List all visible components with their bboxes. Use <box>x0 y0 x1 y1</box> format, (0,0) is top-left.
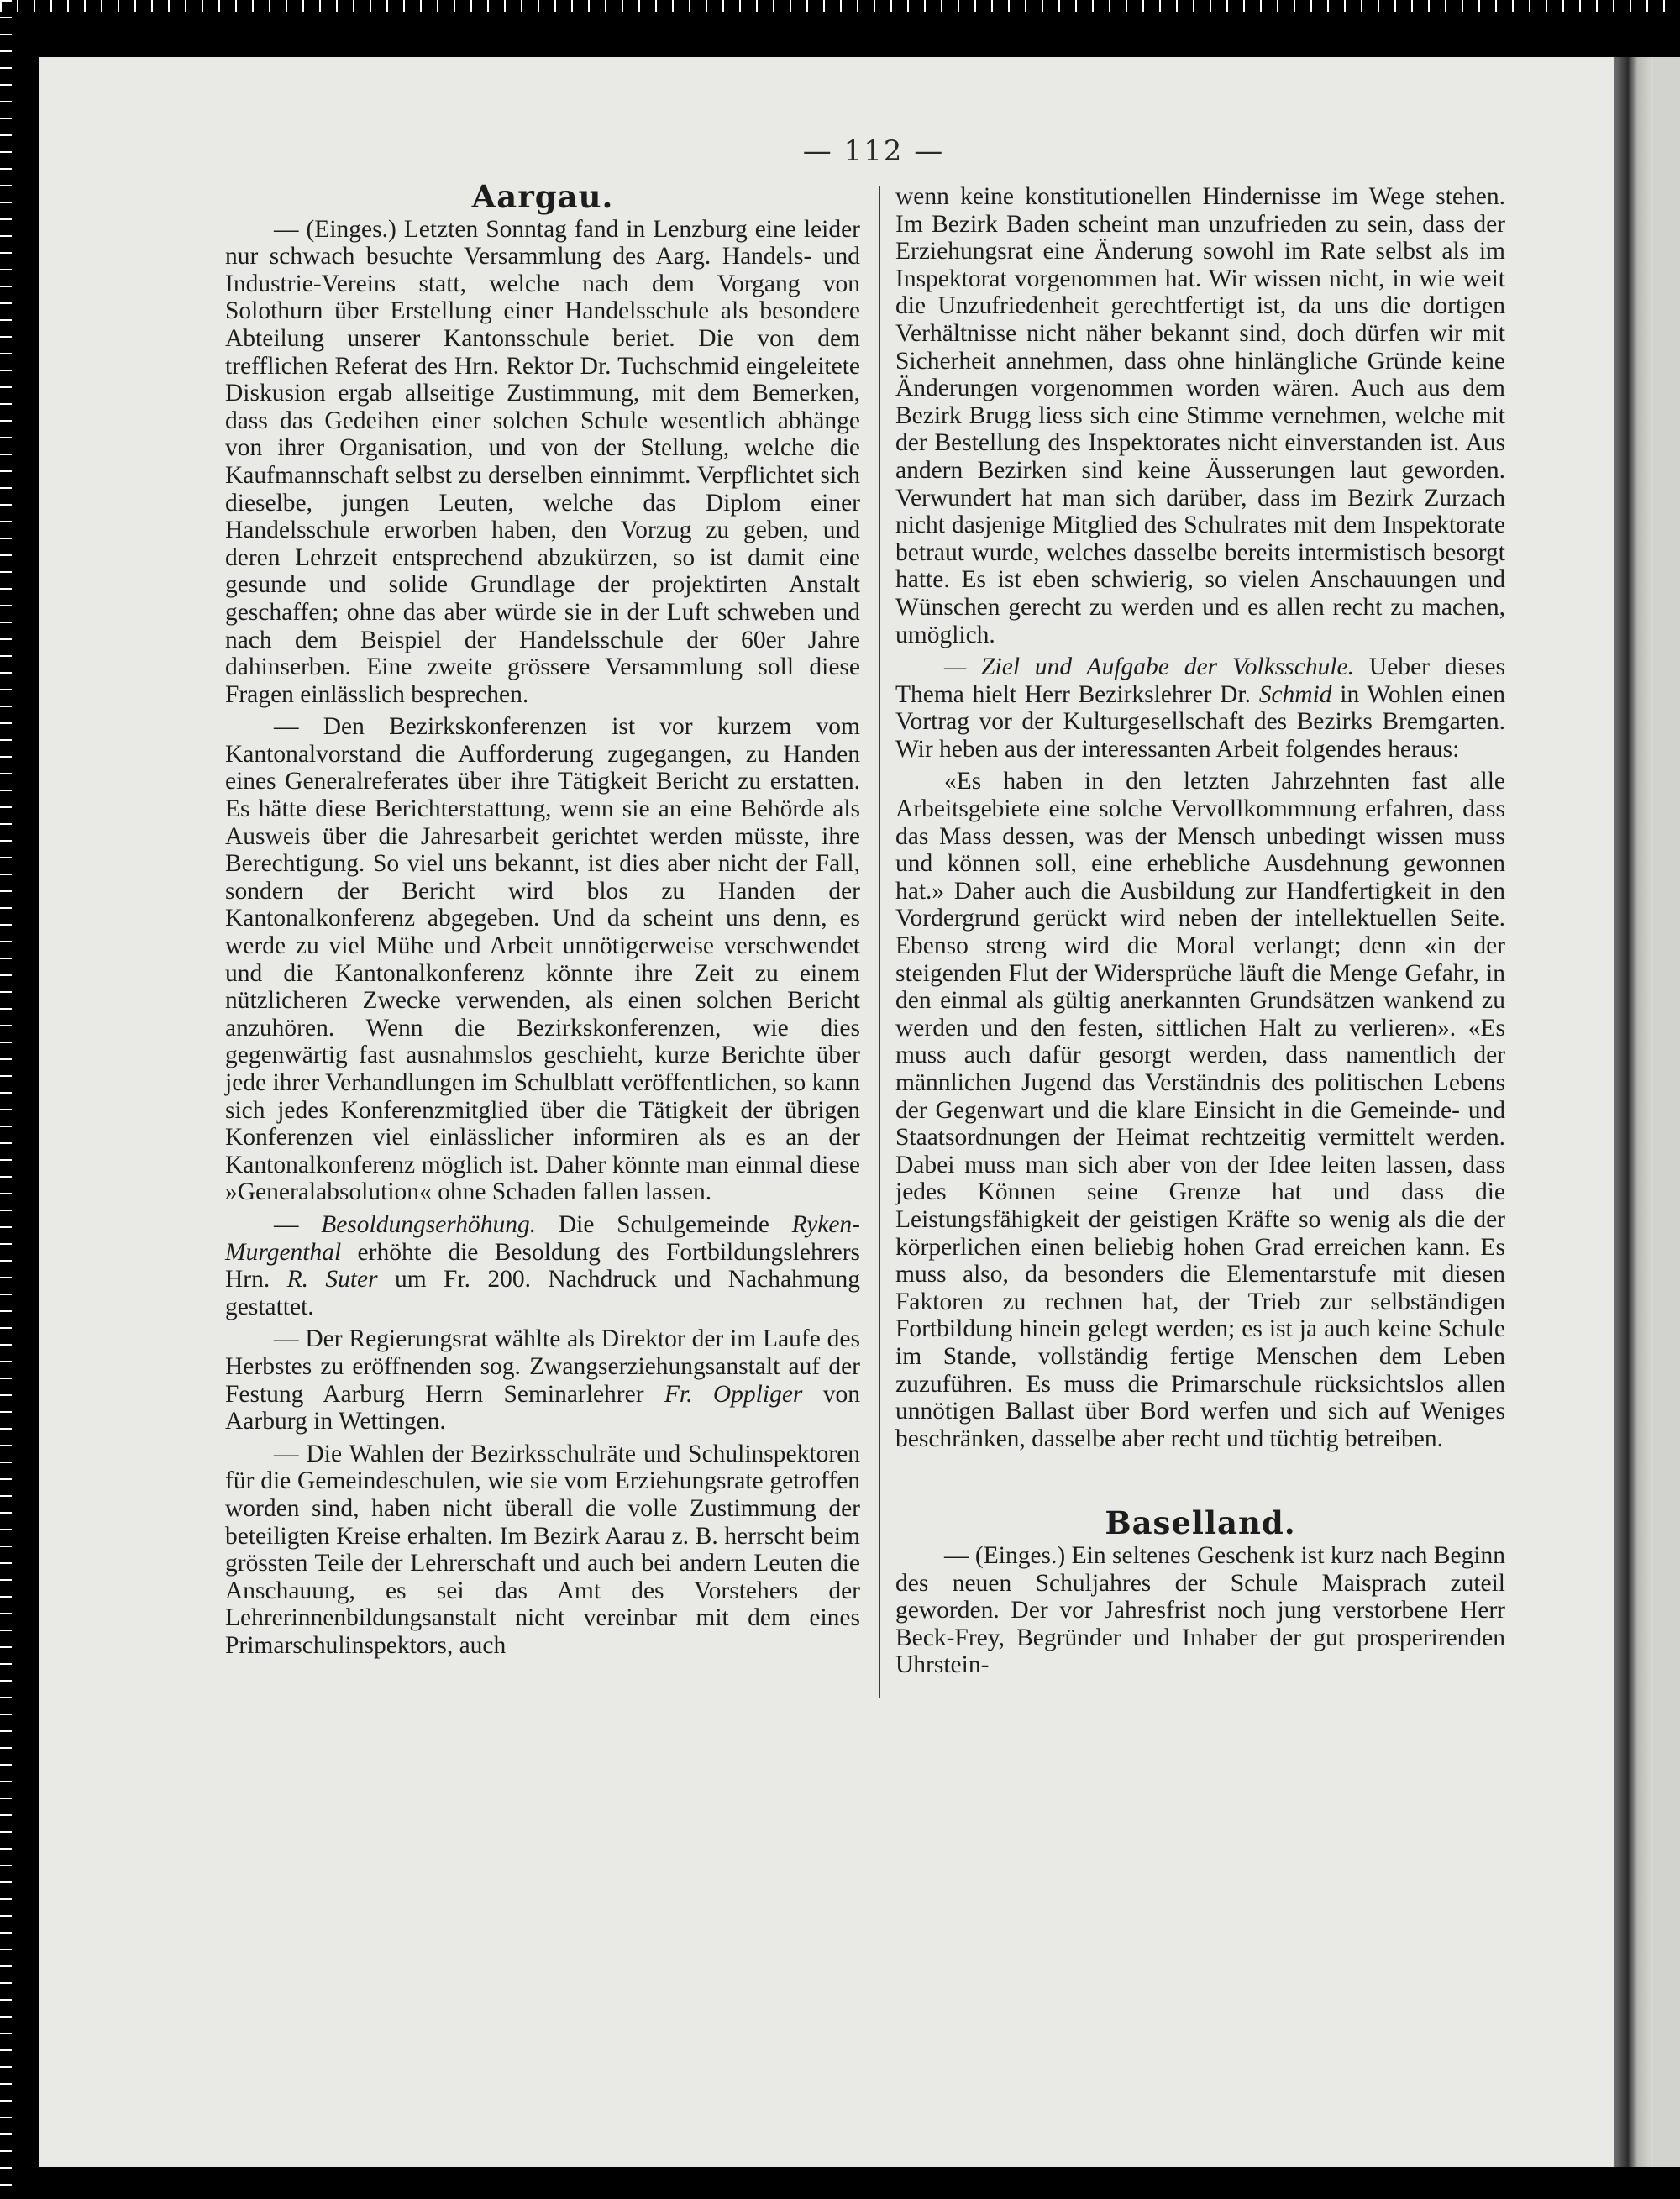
ziel-text-1: Ueber dieses Thema hielt Herr Bezirkslehrer Dr. <box>895 653 1505 708</box>
besoldung-title: Besoldungserhöhung. <box>321 1210 537 1238</box>
article-regierungsrat <box>225 1325 860 1435</box>
book-spine <box>1614 57 1653 2167</box>
ziel-person: Schmid <box>1258 680 1332 708</box>
section-heading-aargau: Aargau. <box>471 178 614 215</box>
regierungsrat-person: Fr. Oppliger <box>664 1380 803 1408</box>
section-heading-baselland: Baselland. <box>1105 1504 1296 1542</box>
scan-ruler-left <box>0 0 12 2199</box>
article-bezirkskonferenzen: — Den Bezirkskonferenzen ist vor kurzem vom Kantonalvorstand die Aufforderung zugegangen, zu Handen eines Generalreferates über ihre Tätigkeit Bericht zu erstatten. Es hätte diese Berichterstattung, wenn sie an eine Behörde als Ausweis über die Jahresarbeit gerichtet werden müsste, ihre Berechtigung. So viel uns bekannt, ist dies aber nicht der Fall, sondern der Bericht wird blos zu Handen der Kantonalkonferenz abgegeben. Und da scheint uns denn, es werde zu viel Mühe und Arbeit unnötigerweise verschwendet und die Kantonalkonferenz könnte ihre Zeit zu einem nützlicheren Zwecke verwenden, als einen solchen Bericht anzuhören. Wenn die Bezirkskonferenzen, wie dies gegenwärtig fast ausnahmslos geschieht, kurze Berichte über jede ihrer Verhandlungen im Schulblatt veröffentlichen, so kann sich jedes Konferenzmitglied über die Tätigkeit der übrigen Konferenzen viel einlässlicher informiren als es an der Kantonalkonferenz möglich ist. Daher könnte man einmal diese »Generalabsolution« ohne Schaden fallen lassen. <box>225 713 860 1206</box>
ziel-title: — Ziel und Aufgabe der Volksschule. <box>944 653 1355 681</box>
besoldung-text-3: um Fr. 200. Nachdruck und Nachahmung gestattet. <box>225 1266 860 1320</box>
article-besoldung: — Besoldungserhöhung. Die Schulgemeinde Ryken-Murgenthal erhöhte die Besoldung des Fortbildungslehrers Hrn. R. Suter um Fr. 200. Nachdruck und Nachahmung gestattet. <box>225 1210 860 1320</box>
article-wahlen: — Die Wahlen der Bezirksschulräte und Schulinspektoren für die Gemeindeschulen, wie sie vom Erziehungsrate getroffen worden sind, haben nicht überall die volle Zustimmung der beteiligten Kreise erhalten. Im Bezirk Aarau z. B. herrscht beim grössten Teile der Lehrerschaft und auch bei andern Leuten die Anschauung, es sei das Amt des Vorstehers der Lehrerinnenbildungsanstalt nicht vereinbar mit dem eines Primarschulinspektors, auch <box>225 1440 860 1659</box>
article-baselland: — (Einges.) Ein seltenes Geschenk ist kurz nach Beginn des neuen Schuljahres der Schule Maisprach zuteil geworden. Der vor Jahresfrist noch jung verstorbene Herr Beck-Frey, Begründer und Inhaber der gut prosperirenden Uhrstein- <box>895 1541 1505 1679</box>
page-number: — 112 — <box>802 134 945 168</box>
regierungsrat-text-1: — Der Regierungsrat wählte als Direktor der im Laufe des Herbstes zu eröffnenden sog. Zwangserziehungsanstalt auf der Festung Aarburg Herrn Seminarlehrer <box>225 1325 860 1408</box>
ziel-text-2: in Wohlen einen Vortrag vor der Kulturgesellschaft des Bezirks Bremgarten. Wir heben aus der interessanten Arbeit folgendes heraus: <box>895 680 1505 763</box>
article-handelsschule: — (Einges.) Letzten Sonntag fand in Lenzburg eine leider nur schwach besuchte Versammlung des Aarg. Handels- und Industrie-Vereins statt, welche nach dem Vorgang von Solothurn über Erstellung einer Handelsschule als besondere Abteilung unserer Kantonsschule beriet. Die von dem trefflichen Referat des Hrn. Rektor Dr. Tuchschmid eingeleitete Diskusion ergab allseitige Zustimmung, mit dem Bemerken, dass das Gedeihen einer solchen Schule wesentlich abhänge von ihrer Organisation, und von der Stellung, welche die Kaufmannschaft selbst zu derselben einnimmt. Verpflichtet sich dieselbe, jungen Leuten, welche das Diplom einer Handelsschule erworben haben, den Vorzug zu geben, und deren Lehrzeit entsprechend abzukürzen, so ist damit eine gesunde und solide Grundlage der projektirten Anstalt geschaffen; ohne das aber würde sie in der Luft schweben und nach dem Beispiel der Handelsschule der 60er Jahre dahinserben. Eine zweite grössere Versammlung soll diese Fragen einlässlich besprechen. <box>225 215 860 708</box>
besoldung-text-2: erhöhte die Besoldung des Fortbildungslehrers Hrn. <box>225 1238 860 1294</box>
article-ziel-quote: «Es haben in den letzten Jahrzehnten fast alle Arbeitsgebiete eine solche Vervollkommnung erfahren, dass das Mass dessen, was der Mensch unbedingt wissen muss und können soll, eine erhebliche Ausdehnung gewonnen hat.» Daher auch die Ausbildung zur Handfertigkeit in den Vordergrund gerückt wird neben der intellektuellen Seite. Ebenso streng wird die Moral verlangt; denn «in der steigenden Flut der Widersprüche läuft die Menge Gefahr, in den einmal als gültig anerkannten Grundsätzen wankend zu werden und den festen, sittlichen Halt zu verlieren». «Es muss auch dafür gesorgt werden, dass namentlich der männlichen Jugend das Verständnis des politischen Lebens der Gegenwart und die klare Einsicht in die Gemeinde- und Staatsordnungen der Heimat rechtzeitig vermittelt werden. Dabei muss man sich aber von der Idee leiten lassen, dass jedes Können seine Grenze hat und dass die Leistungsfähigkeit der geistigen Kräfte so wenig als die der körperlichen einen beliebig hohen Grad erreichen kann. Es muss also, da besonders die Elementarstufe mit diesen Faktoren zu rechnen hat, der Trieb zur selbständigen Fortbildung hinein gelegt werden; es ist ja auch keine Schule im Stande, vollständig fertige Menschen dem Leben zuzuführen. Es muss die Primarschule rücksichtslos allen unnötigen Ballast über Bord werfen und sich auf Weniges beschränken, dasselbe aber recht und tüchtig betreiben. <box>895 768 1505 1452</box>
besoldung-text-1: Die Schulgemeinde <box>536 1210 792 1238</box>
besoldung-place: Ryken-Murgenthal <box>225 1210 860 1266</box>
article-wahlen-continued: wenn keine konstitutionellen Hindernisse im Wege stehen. Im Bezirk Baden scheint man unzufrieden zu sein, dass der Erziehungsrat eine Änderung sowohl im Rate selbst als im Inspektorat vorgenommen hat. Wir wissen nicht, in wie weit die Unzufriedenheit gerechtfertigt ist, da uns die dortigen Verhältnisse nicht näher bekannt sind, doch dürfen wir mit Sicherheit annehmen, dass ohne hinlängliche Gründe keine Änderungen vorgenommen worden wären. Auch aus dem Bezirk Brugg liess sich eine Stimme vernehmen, welche mit der Bestellung des Inspektorates nicht einverstanden ist. Aus andern Bezirken sind keine Äusserungen laut geworden. Verwundert hat man sich darüber, dass im Bezirk Zurzach nicht dasjenige Mitglied des Schulrates mit dem Inspektorate betraut wurde, welches dasselbe bereits intermistisch besorgt hatte. Es ist eben schwierig, so vielen Anschauungen und Wünschen gerecht zu werden und es allen recht zu machen, umöglich. <box>895 183 1505 648</box>
right-column <box>895 183 1505 1684</box>
column-divider <box>879 186 880 1698</box>
left-column <box>225 178 861 1664</box>
article-ziel <box>895 653 1505 763</box>
besoldung-person: R. Suter <box>286 1266 378 1294</box>
regierungsrat-text-2: von Aarburg in Wettingen. <box>225 1380 861 1435</box>
scan-ruler-top <box>0 0 1680 12</box>
next-page-edge <box>1653 57 1680 2167</box>
